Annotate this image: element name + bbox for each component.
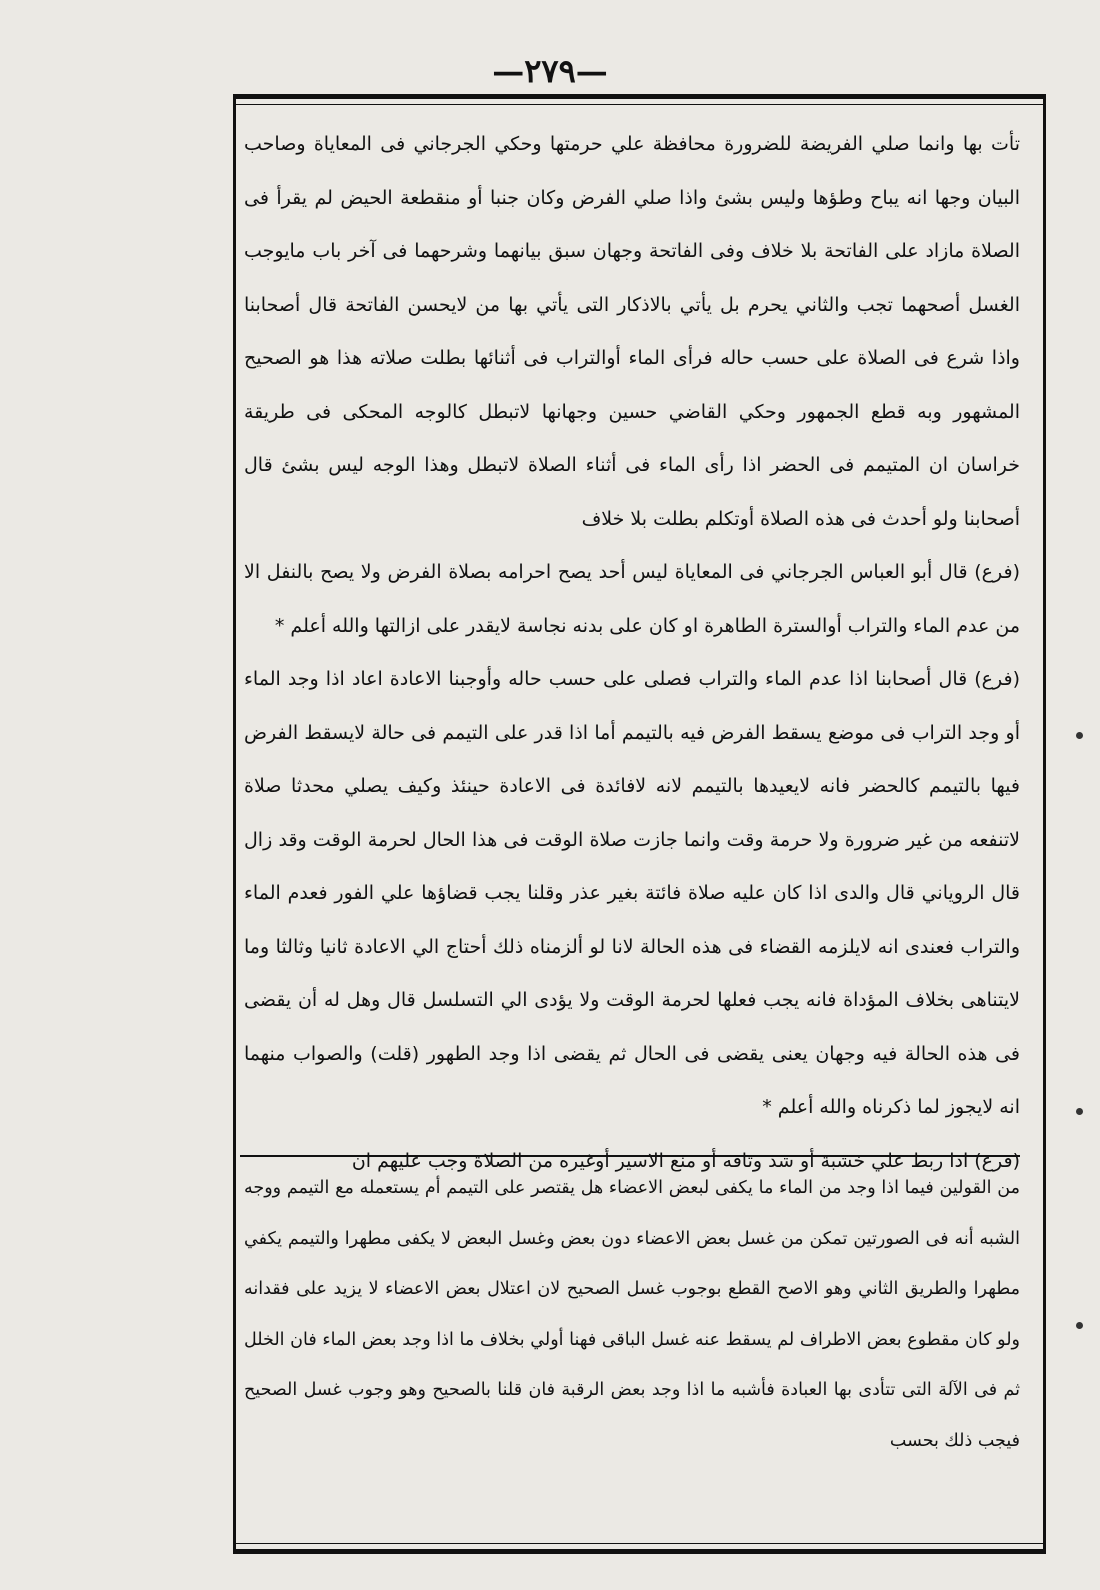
- main-paragraph: (فرع) قال أبو العباس الجرجاني فى المعاياة ليس أحد يصح احرامه بصلاة الفرض ولا يصح بالنفل الا من عدم الماء والتراب أوالسترة الطاهرة او كان على بدنه نجاسة لايقدر على ازالتها والله أعلم *: [244, 561, 1020, 637]
- margin-mark: [1076, 732, 1083, 739]
- margin-mark: [1076, 1108, 1083, 1115]
- main-paragraph: (فرع) قال أصحابنا اذا عدم الماء والتراب فصلى على حسب حاله وأوجبنا الاعادة اعاد اذا وجد الماء أو وجد التراب فى موضع يسقط الفرض فيه بالتيمم أما اذا قدر على التيمم فى حالة لايسقط الفرض فيها بالتيمم كالحضر فانه لايعيدها بالتيمم لانه لافائدة فى الاعادة حينئذ وكيف يصلي محدثا صلاة لاتنفعه من غير ضرورة ولا حرمة وقت وانما جازت صلاة الوقت فى هذا الحال لحرمة الوقت وقد زال قال الروياني قال والدى اذا كان عليه صلاة فائتة بغير عذر وقلنا يجب قضاؤها علي الفور فعدم الماء والتراب فعندى انه لايلزمه القضاء فى هذه الحالة لانا لو ألزمناه ذلك أحتاج الي الاعادة ثانيا وثالثا وما لايتناهى بخلاف المؤداة فانه يجب فعلها لحرمة الوقت ولا يؤدى الي التسلسل قال وهل له أن يقضى فى هذه الحالة فيه وجهان يعنى يقضى فى الحال ثم يقضى اذا وجد الطهور (قلت) والصواب منهما انه لايجوز لما ذكرناه والله أعلم *: [244, 668, 1020, 1118]
- footnote-body: [244, 1163, 1020, 1525]
- main-paragraph: (فرع) اذا ربط علي خشبة أو شد وثاقه أو منع الاسير أوغيره من الصلاة وجب عليهم ان: [351, 1149, 1020, 1172]
- frame-inner-rule-top: [236, 104, 1043, 105]
- main-text-body: [244, 118, 1020, 1172]
- footnote-divider: [240, 1155, 1020, 1157]
- footnote-paragraph: من القولين فيما اذا وجد من الماء ما يكفى لبعض الاعضاء هل يقتصر على التيمم أم يستعمله مع التيمم ووجه الشبه أنه فى الصورتين تمكن من غسل بعض الاعضاء دون بعض وغسل البعض لا يكفى مطهرا والتيمم يكفي مطهرا والطريق الثاني وهو الاصح القطع بوجوب غسل الصحيح لان اعتلال بعض الاعضاء لا يزيد على فقدانه ولو كان مقطوع بعض الاطراف لم يسقط عنه غسل الباقى فهنا أولي بخلاف ما اذا وجد بعض الماء فان الخلل ثم فى الآلة التى تتأدى بها العبادة فأشبه ما اذا وجد بعض الرقبة فان قلنا بالصحيح وهو وجوب غسل الصحيح فيجب ذلك بحسب: [244, 1178, 1020, 1451]
- frame-inner-rule-bottom: [236, 1543, 1043, 1544]
- margin-mark: [1076, 1322, 1083, 1329]
- main-paragraph: تأت بها وانما صلي الفريضة للضرورة محافظة علي حرمتها وحكي الجرجاني فى المعاياة وصاحب البيان وجها انه يباح وطؤها وليس بشئ واذا صلي الفرض وكان جنبا أو منقطعة الحيض لم يقرأ فى الصلاة مازاد على الفاتحة بلا خلاف وفى الفاتحة وجهان سبق بيانهما وشرحهما فى آخر باب مايوجب الغسل أصحهما تجب والثاني يحرم بل يأتي بالاذكار التى يأتي بها من لايحسن الفاتحة قال أصحابنا واذا شرع فى الصلاة على حسب حاله فرأى الماء أوالتراب فى أثنائها بطلت صلاته هذا هو الصحيح المشهور وبه قطع الجمهور وحكي القاضي حسين وجهانها لاتبطل كالوجه المحكى فى طريقة خراسان ان المتيمم فى الحضر اذا رأى الماء فى أثناء الصلاة لاتبطل وهذا الوجه ليس بشئ قال أصحابنا ولو أحدث فى هذه الصلاة أوتكلم بطلت بلا خلاف: [244, 133, 1020, 530]
- page-number: —٢٧٩—: [492, 52, 608, 90]
